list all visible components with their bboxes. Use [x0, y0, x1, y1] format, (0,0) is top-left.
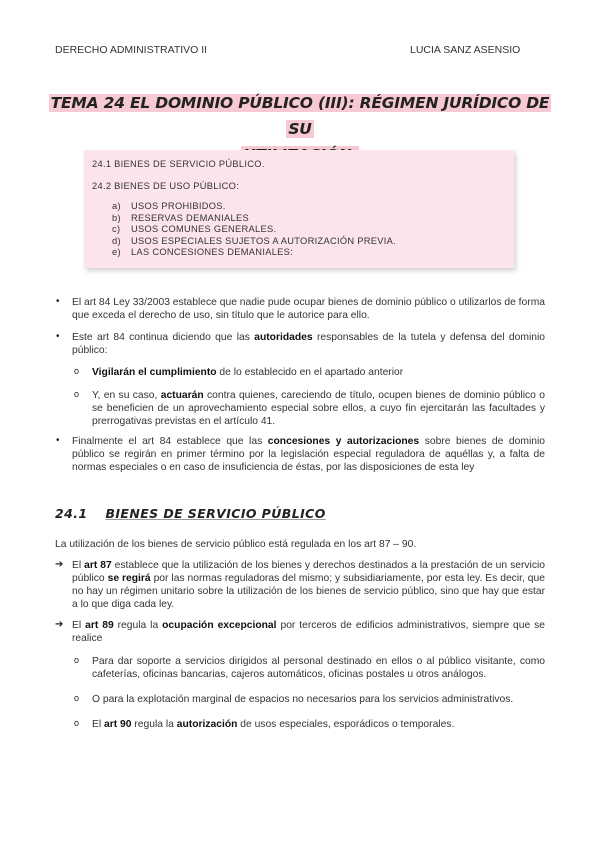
toc-item: c) USOS COMUNES GENERALES. — [112, 224, 277, 234]
sub-marker: o — [74, 389, 80, 399]
title-line1: TEMA 24 EL DOMINIO PÚBLICO (III): RÉGIMEN JURÍDICO DE SU — [50, 94, 550, 138]
paragraph-6-2: O para la explotación marginal de espacios no necesarios para los servicios administrativos. — [92, 694, 514, 705]
header-left: DERECHO ADMINISTRATIVO II — [55, 44, 208, 56]
toc-section-2: 24.2 BIENES DE USO PÚBLICO: — [92, 181, 240, 191]
paragraph-2-1: Vigilarán el cumplimiento de lo establecido en el apartado anterior — [92, 367, 404, 378]
paragraph-4: La utilización de los bienes de servicio público está regulada en los art 87 – 90. — [55, 539, 417, 550]
paragraph-6-3: El art 90 regula la autorización de usos especiales, esporádicos o temporales. — [92, 719, 455, 730]
paragraph-6: El art 89 regula la ocupación excepcional por terceros de edificios administrativos, siempre que se realice — [72, 620, 545, 644]
bullet-marker: • — [56, 296, 60, 307]
bullet-marker: • — [56, 435, 60, 446]
toc-section-1: 24.1 BIENES DE SERVICIO PÚBLICO. — [92, 159, 265, 169]
arrow-marker: ➔ — [55, 559, 64, 570]
toc-item: b) RESERVAS DEMANIALES — [112, 212, 249, 223]
toc-item: d) USOS ESPECIALES SUJETOS A AUTORIZACIÓN PREVIA. — [112, 235, 397, 246]
sub-marker: o — [74, 718, 80, 728]
paragraph-2-2: Y, en su caso, actuarán contra quienes, careciendo de título, ocupen bienes de dominio público o se beneficien de un aprovechamiento especial sobre ellos, a cuyo fin ejercitarán las facultades y prerrogativas previstas en el artículo 41. — [92, 390, 545, 427]
table-of-contents — [84, 150, 514, 268]
toc-item: e) LAS CONCESIONES DEMANIALES: — [112, 247, 294, 257]
bullet-marker: • — [56, 331, 60, 342]
sub-marker: o — [74, 655, 80, 665]
toc-item: a) USOS PROHIBIDOS. — [112, 201, 226, 211]
sub-marker: o — [74, 693, 80, 703]
paragraph-1: El art 84 Ley 33/2003 establece que nadie pude ocupar bienes de dominio público o utilizarlos de forma que exceda el derecho de uso, sin título que le autorice para ello. — [72, 297, 545, 321]
section-heading: 24.1 BIENES DE SERVICIO PÚBLICO — [55, 506, 326, 521]
paragraph-2: Este art 84 continua diciendo que las autoridades responsables de la tutela y defensa del dominio público: — [72, 332, 545, 356]
toc-list — [92, 201, 396, 259]
paragraph-5: El art 87 establece que la utilización de los bienes y derechos destinados a la prestación de un servicio público se regirá por las normas reguladoras del mismo; y subsidiariamente, por esta ley. Es decir, que no hay un régimen unitario sobre la utilización de los bienes de servicio público, sino que hay que estar a lo que diga cada ley. — [72, 560, 545, 610]
paragraph-6-1: Para dar soporte a servicios dirigidos al personal destinado en ellos o al público visitante, como cafeterías, oficinas bancarias, cajeros automáticos, oficinas postales u otros análogos. — [92, 656, 545, 680]
header-right: LUCIA SANZ ASENSIO — [410, 44, 521, 56]
paragraph-3: Finalmente el art 84 establece que las concesiones y autorizaciones sobre bienes de dominio público se regirán en primer término por la legislación especial reguladora de aquéllas y, a falta de normas especiales o en caso de insuficiencia de éstas, por las disposiciones de esta ley — [72, 436, 545, 473]
sub-marker: o — [74, 366, 80, 376]
arrow-marker: ➔ — [55, 619, 64, 630]
